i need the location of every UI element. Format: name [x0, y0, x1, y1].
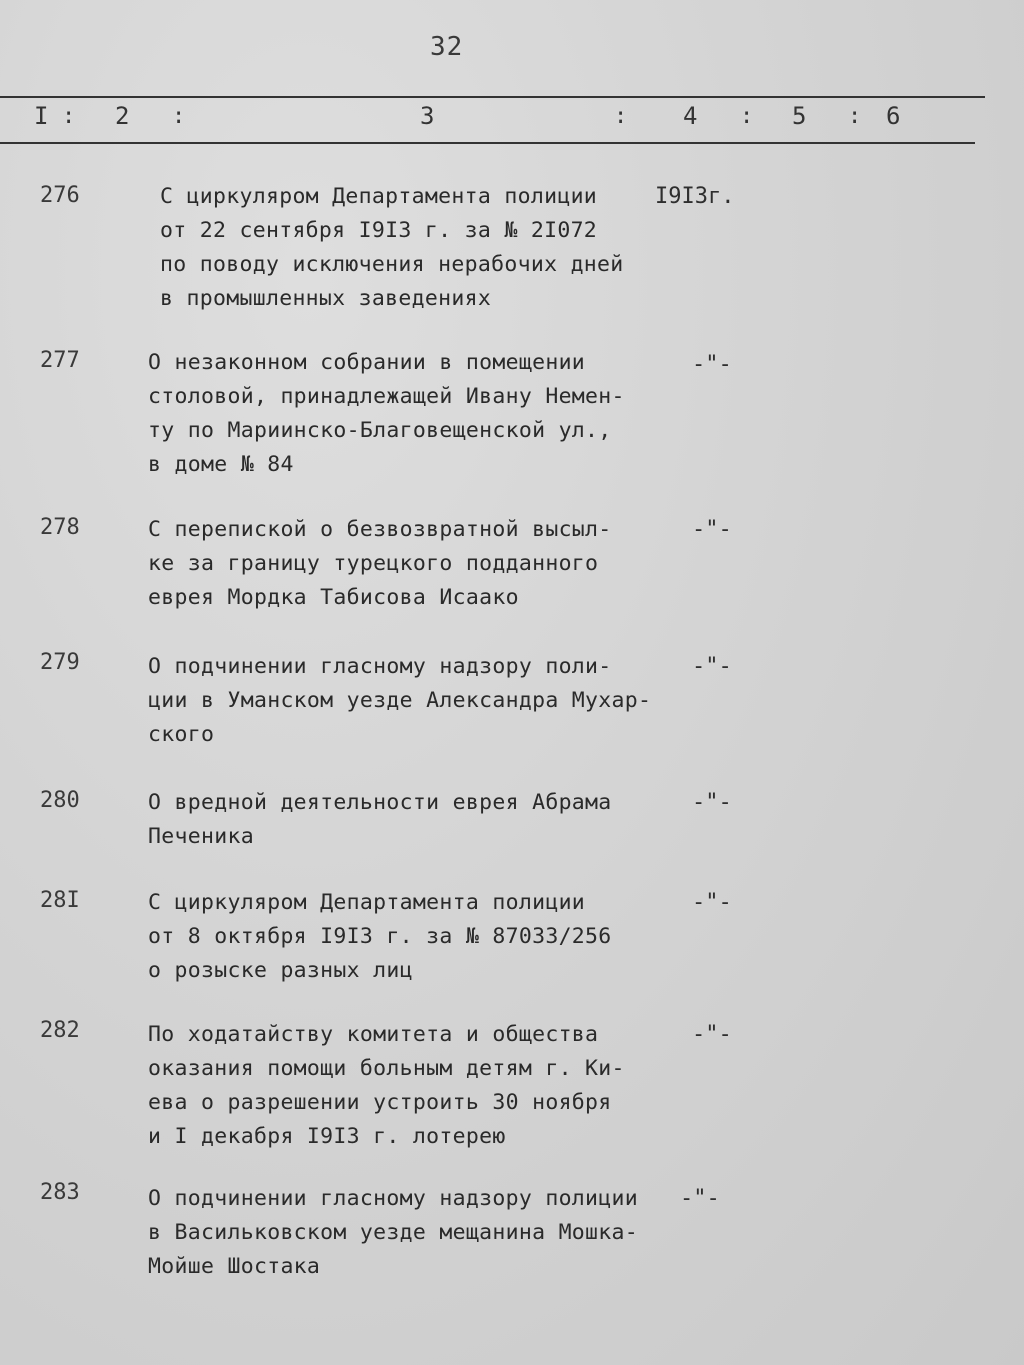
column-header-2: 2	[115, 102, 130, 130]
entry-year-ditto: -"-	[680, 1186, 720, 1211]
column-header-4: 4	[683, 102, 698, 130]
entry-description: С перепиской о безвозвратной высыл- ке за границу турецкого подданного еврея Мордка Табисова Исаако	[148, 517, 612, 610]
entry-year-ditto: -"-	[692, 517, 732, 542]
column-separator: :	[62, 104, 76, 129]
entry-number: 277	[40, 348, 80, 373]
entry-year-ditto: -"-	[692, 1022, 732, 1047]
entry-description: О незаконном собрании в помещении столовой, принадлежащей Ивану Немен- ту по Мариинско-Благовещенской ул., в доме № 84	[148, 350, 625, 477]
column-header-3: 3	[420, 102, 435, 130]
entry-description: По ходатайству комитета и общества оказания помощи больным детям г. Ки- ева о разрешении устроить 30 ноября и I декабря I9I3 г. лотерею	[148, 1022, 625, 1149]
entry-description: О подчинении гласному надзору полиции в Васильковском уезде мещанина Мошка- Мойше Шостака	[148, 1186, 639, 1279]
column-separator: :	[740, 104, 754, 129]
column-separator: :	[848, 104, 862, 129]
entry-description: О подчинении гласному надзору поли- ции в Уманском уезде Александра Мухар- ского	[148, 654, 652, 747]
entry-description: С циркуляром Департамента полиции от 22 сентября I9I3 г. за № 2I072 по поводу исключения нерабочих дней в промышленных заведениях	[160, 184, 624, 311]
entry-description: О вредной деятельности еврея Абрама Печеника	[148, 790, 612, 849]
entry-number: 276	[40, 183, 80, 208]
entry-year-ditto: -"-	[692, 352, 732, 377]
entry-year-ditto: -"-	[692, 790, 732, 815]
entry-year-ditto: -"-	[692, 890, 732, 915]
entry-number: 280	[40, 788, 80, 813]
column-separator: :	[614, 104, 628, 129]
entry-year-ditto: -"-	[692, 654, 732, 679]
entry-number: 282	[40, 1018, 80, 1043]
header-bottom-rule	[0, 142, 975, 144]
entry-number: 283	[40, 1180, 80, 1205]
page-number: 32	[430, 32, 464, 62]
entry-year: I9I3г.	[655, 184, 735, 209]
column-header-5: 5	[792, 102, 807, 130]
column-header-1: I	[34, 102, 49, 130]
entry-number: 278	[40, 515, 80, 540]
entry-description: С циркуляром Департамента полиции от 8 октября I9I3 г. за № 87033/256 о розыске разных лиц	[148, 890, 612, 983]
column-header-6: 6	[886, 102, 901, 130]
column-separator: :	[172, 104, 186, 129]
header-top-rule	[0, 96, 985, 98]
entry-number: 28I	[40, 888, 80, 913]
entry-number: 279	[40, 650, 80, 675]
